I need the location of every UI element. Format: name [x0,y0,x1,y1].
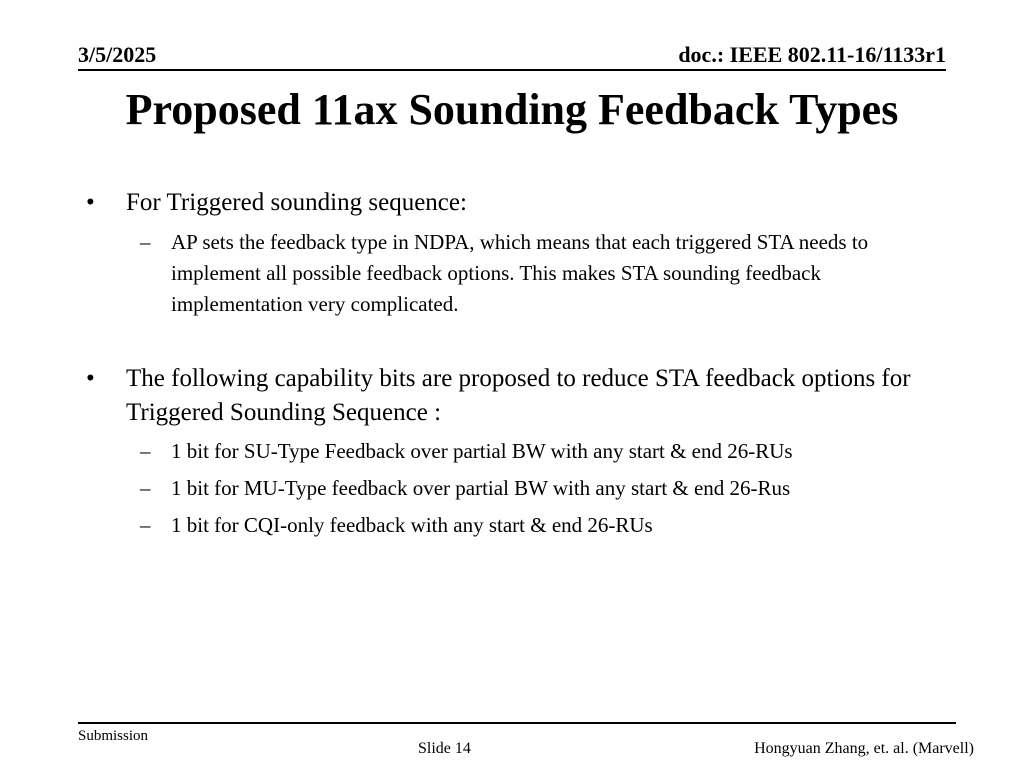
bullet-text: For Triggered sounding sequence: [126,189,467,216]
bullet-text: The following capability bits are proposed to reduce STA feedback options for Triggered Sounding Sequence : [126,365,911,426]
sub-bullet-marker: – [140,230,151,254]
sub-bullet-text: AP sets the feedback type in NDPA, which means that each triggered STA needs to implement all possible feedback options. This makes STA sounding feedback implementation very complicated. [171,230,869,316]
footer-author: Hongyuan Zhang, et. al. (Marvell) [754,740,974,757]
header-doc-id: doc.: IEEE 802.11-16/1133r1 [678,42,946,67]
footer-divider [78,722,956,724]
bullet-marker: • [86,365,95,392]
header-date: 3/5/2025 [78,42,157,67]
sub-bullet-text: 1 bit for MU-Type feedback over partial BW with any start & end 26-Rus [171,476,791,500]
footer-slide-number: Slide 14 [418,740,471,757]
bullet-marker: • [86,189,95,216]
slide-title: Proposed 11ax Sounding Feedback Types [125,85,899,134]
sub-bullet-text: 1 bit for SU-Type Feedback over partial BW with any start & end 26-RUs [171,439,793,463]
sub-bullet-marker: – [140,476,151,500]
header-divider [78,69,946,71]
footer-submission: Submission [78,728,149,744]
sub-bullet-marker: – [140,439,151,463]
sub-bullet-text: 1 bit for CQI-only feedback with any start & end 26-RUs [171,513,653,537]
sub-bullet-marker: – [140,513,151,537]
